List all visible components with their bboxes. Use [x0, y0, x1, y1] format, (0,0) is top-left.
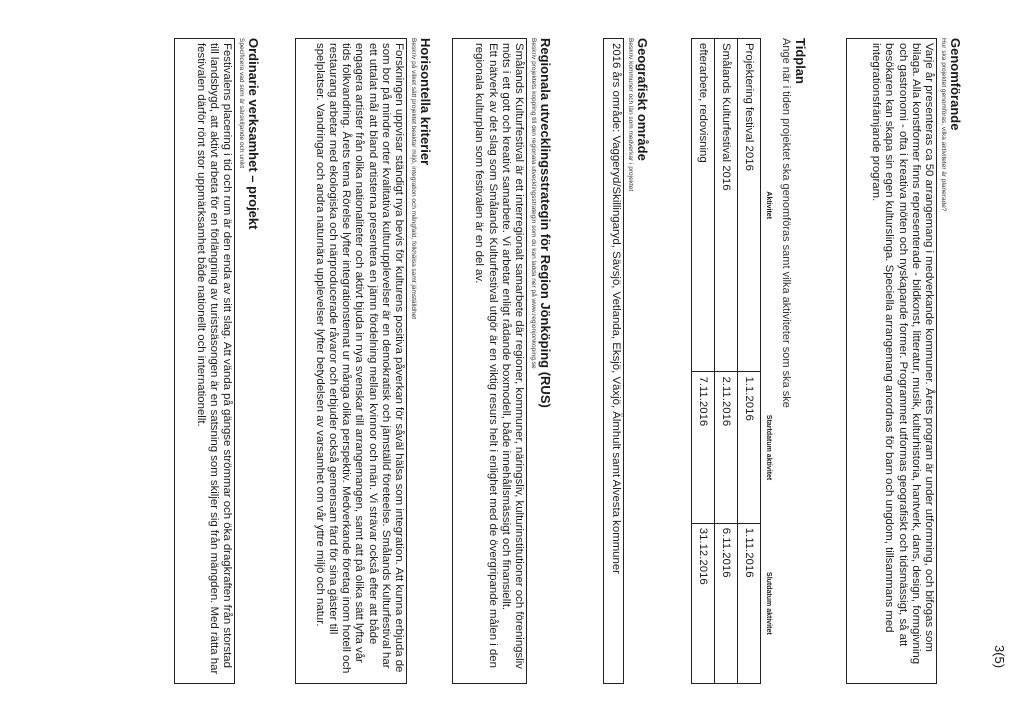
- horisontella-textbox: [295, 38, 407, 684]
- table-cell: 1.11.2016: [738, 523, 761, 683]
- geografiskt-textbox: [603, 38, 624, 684]
- geografiskt-subtitle: Beskriv kommuner och län som medverkar i projektet: [627, 38, 634, 192]
- table-header-row: [761, 39, 776, 684]
- section-regionala: [452, 38, 553, 684]
- table-cell: 2.11.2016: [715, 372, 738, 523]
- table-cell: 7.11.2016: [692, 372, 715, 523]
- regionala-text-1: Smålands Kulturfestival är ett interregionalt samarbete där regioner, kommuner, näringsliv, kulturinstitutioner och föreningsliv möts i ett gott och kreativt samarbete. Vi arbetar enligt rådande boxmodell, både innehållsmässigt och finansiellt.: [499, 43, 525, 669]
- header-slutdatum: Slutdatum aktivitet: [761, 523, 776, 683]
- genomforande-text: Varje år presenteras ca 50 arrangemang i medverkande kommuner. Årets program är under utformning, och bifogas som bilaga. Alla konstformer finns representerade - bildkonst, litteratur, musik, kulturhistoria, hantverk, dans, design, formgivning och gastronomi - ofta i kreativa möten och nyskapande former. Programmet utformas geografiskt och tidsmässigt, så att besökaren kan skapa sin egen kulturslinga. Speciella arrangemang anordnas för barn och ungdom, tillsammans med integrationsfrämjande program.: [870, 43, 935, 665]
- table-cell: 6.11.2016: [715, 523, 738, 683]
- ordinarie-title: Ordinarie verksamhet – projekt: [246, 38, 261, 230]
- regionala-textbox: [452, 38, 527, 684]
- horisontella-title: Horisontella kriterier: [418, 38, 433, 166]
- page-number: 3(5): [992, 645, 1007, 669]
- genomforande-title: Genomförande: [948, 38, 963, 131]
- section-horisontella: [295, 38, 433, 684]
- table-cell: Smålands Kulturfestival 2016: [715, 39, 738, 372]
- ordinarie-subtitle: Specificera vad som är särskiljande och unikt: [238, 38, 245, 169]
- table-row: [738, 39, 761, 684]
- section-tidplan: [777, 38, 808, 684]
- horisontella-subtitle: Beskriv på vilket sätt projektet beaktar miljö, integration och mångfald, folkhälsa samt jämställdhet: [410, 38, 417, 320]
- table-cell: Projektering festival 2016: [738, 39, 761, 372]
- section-ordinarie: [174, 38, 261, 684]
- header-startdatum: Startdatum aktivitet: [761, 372, 776, 523]
- table-row: [692, 39, 715, 684]
- geografiskt-text: 2016 års område: Vaggeryd/Skillingaryd, Sävsjö, Vetlanda, Eksjö, Växjö, Älmhult samt Alvesta kommuner: [610, 43, 622, 574]
- tidplan-subtitle: Ange när i tiden projektet ska genomföras samt vilka aktiviteter som ska ske: [780, 38, 792, 408]
- section-geografiskt: [603, 38, 650, 684]
- ordinarie-text: Festivalens placering i tid och rum är den enda av sitt slag. Att vända på gängse strömmar och öka dragkraften från storstad till landsbygd, att aktivt arbeta för en förlängning av turistsäsongen är en satsning som skiljer sig från mängden. Med rätta har festivalen därför rönt stor uppmärksamhet både nationellt och internationellt.: [194, 43, 233, 675]
- section-genomforande: [846, 38, 963, 684]
- tidplan-title: Tidplan: [793, 38, 808, 84]
- table-cell: 31.12.2016: [692, 523, 715, 683]
- tidplan-table: [691, 38, 775, 684]
- geografiskt-title: Geografiskt område: [635, 38, 650, 161]
- header-aktivitet: Aktivitet: [761, 39, 776, 372]
- regionala-title: Regionala utvecklingsstrategin för Region Jönköping (RUS): [538, 38, 553, 408]
- regionala-subtitle: Beskriv projektets koppling till den regionala utvecklingsstrategin som du kan ladda ner på www.regionjonkoping.se: [530, 38, 537, 369]
- regionala-text-2: Ett nätverk av det slag som Smålands Kulturfestival utgör är en viktig resurs helt i enlighet med de övergripande målen i den regionala kulturplan som festivalen är en del av.: [473, 43, 499, 668]
- ordinarie-textbox: [174, 38, 235, 684]
- horisontella-text: Forskningen uppvisar ständigt nya bevis för kulturens positiva påverkan för såväl hälsa som integration. Att kunna erbjuda de som bor på mindre orter kvalitativa kulturupplevelser är en demokratisk och jämställd företeelse. Smålands Kulturfestival har ett uttalat mål att bland artisterna presentera en jämn fördelning mellan kvinnor och män. Vi strävar också efter att både engagera artister från olika nationaliteter och aktivt bjuda in nya svenskar till arrangemangen, samt att på olika sätt lyfta vår tids folkvandring. Årets tema Rörelse lyfter integrationstemat ur många olika perspektiv. Medverkande företag inom hotell och restaurang arbetar med ekologiska och närproducerade råvaror och erbjuder också gemensam färd för sina gäster till spelplatser. Vandringar och andra naturnära upplevelser lyfter betydelsen av varsamhet om vår yttre miljö och natur.: [313, 43, 405, 674]
- table-row: [715, 39, 738, 684]
- genomforande-textbox: [846, 38, 937, 684]
- table-cell: 1.1.2016: [738, 372, 761, 523]
- genomforande-subtitle: Hur ska projektet genomföras, vilka aktiviteter är planerade?: [940, 38, 947, 212]
- table-cell: efterarbete, redovisning: [692, 39, 715, 372]
